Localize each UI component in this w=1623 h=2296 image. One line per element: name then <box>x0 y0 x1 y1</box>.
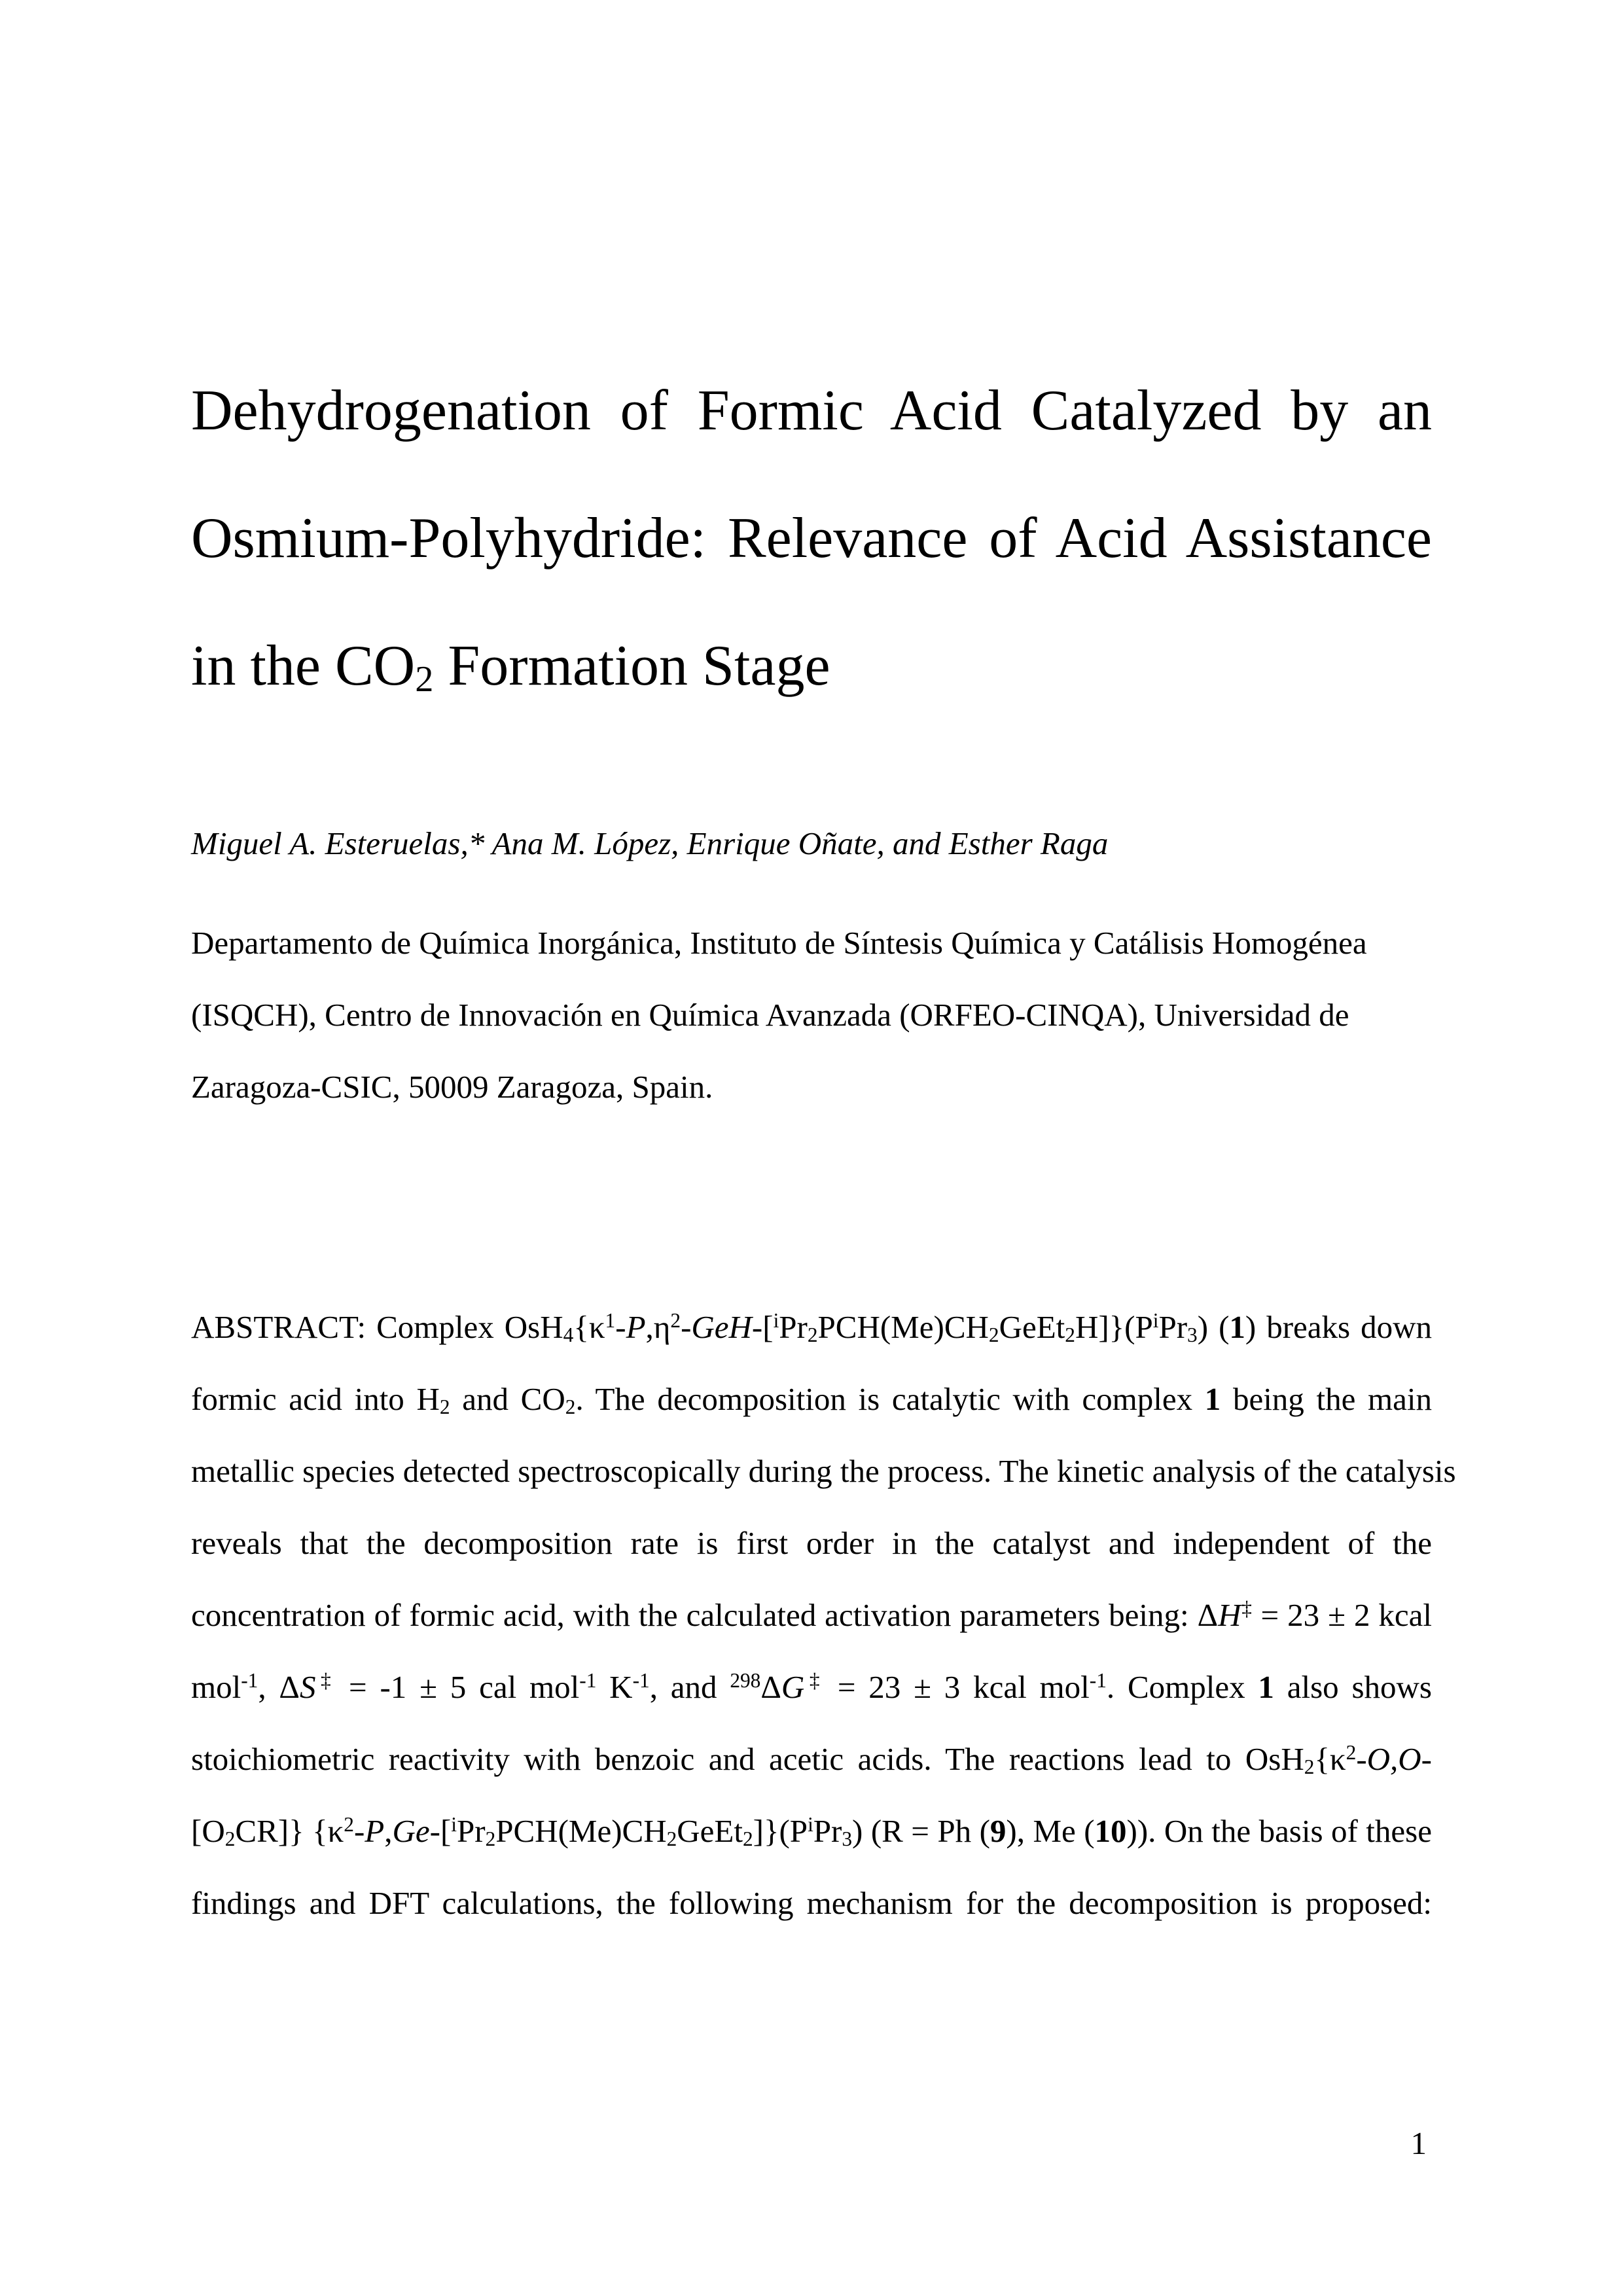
abstract-line-1: ABSTRACT: Complex $OsH_4\{\kappa^1-P,\eta^2-GeH-[^iPr_2PCH(Me)CH_2GeEt_2H]\}(P^iPr_3)$ (1) breaks down <box>191 1308 1433 1346</box>
title-line-1: Dehydrogenation of Formic Acid Catalyzed by an <box>191 379 1432 442</box>
abstract-line-4: reveals that the decomposition rate is first order in the catalyst and independent of the <box>191 1525 1432 1561</box>
page-number: 1 <box>1410 2125 1427 2161</box>
abstract-line-9: findings and DFT calculations, the following mechanism for the decomposition is proposed: <box>191 1885 1432 1921</box>
title-line-2: Osmium-Polyhydride: Relevance of Acid Assistance <box>191 507 1432 570</box>
abstract-line-7: stoichiometric reactivity with benzoic and acetic acids. The reactions lead to $OsH_2\{\kappa^2-O,O-$ <box>191 1740 1432 1778</box>
abstract-line-3: metallic species detected spectroscopically during the process. The kinetic analysis of the catalysis <box>191 1453 1456 1489</box>
paper-title <box>191 347 1432 730</box>
affiliation-line-3: Zaragoza-CSIC, 50009 Zaragoza, Spain. <box>191 1069 713 1105</box>
abstract-paragraph <box>191 1291 1456 1939</box>
abstract-line-6: mol$^{-1}$, ΔS‡ = -1 ± 5 cal mol$^{-1}$ $K^{-1}$, and $^{298}$ΔG‡ = 23 ± 3 kcal mol$^{-1}$. Complex 1 also shows <box>191 1668 1432 1705</box>
title-line-3: in the $CO_2$ Formation Stage <box>191 634 830 700</box>
affiliation-line-1: Departamento de Química Inorgánica, Instituto de Síntesis Química y Catálisis Homogénea <box>191 925 1367 961</box>
page-content <box>191 0 1456 1939</box>
abstract-line-8: $[O_2CR]$} $\{\kappa^2-P,Ge-[^iPr_2PCH(Me)CH_2GeEt_2]\}(P^iPr_3) (R = Ph$ (9), Me (10)). On the basis of these <box>191 1812 1432 1850</box>
affiliation-line-2: (ISQCH), Centro de Innovación en Química Avanzada (ORFEO-CINQA), Universidad de <box>191 997 1349 1033</box>
affiliation <box>191 907 1432 1123</box>
abstract-line-5: concentration of formic acid, with the calculated activation parameters being: ΔH‡ = 23 ± 2 kcal <box>191 1596 1432 1633</box>
author-byline <box>191 808 1432 880</box>
author-names: Miguel A. Esteruelas,* Ana M. López, Enrique Oñate, and Esther Raga <box>191 825 1109 861</box>
abstract-line-2: formic acid into $H_2$ and $CO_2$. The decomposition is catalytic with complex 1 being the main <box>191 1381 1433 1418</box>
